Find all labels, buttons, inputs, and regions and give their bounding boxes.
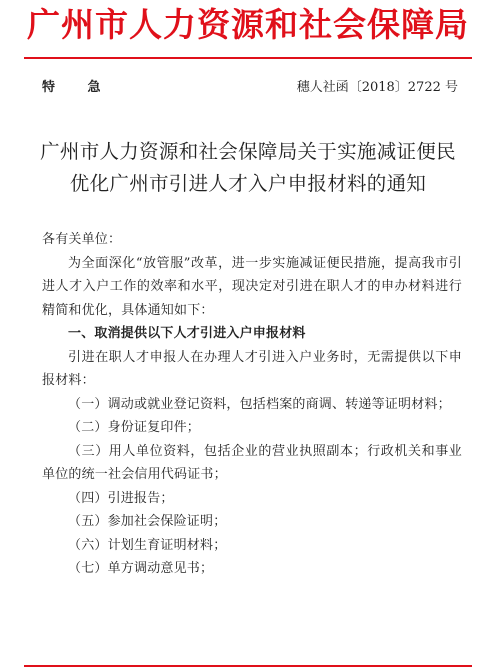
list-item: （七）单方调动意见书； <box>68 561 214 576</box>
document-body <box>42 228 462 581</box>
document-number: 穗人社函〔2018〕2722 号 <box>296 80 458 95</box>
document-title-line-1: 广州市人力资源和社会保障局关于实施减证便民 <box>40 140 456 163</box>
list-item: （六）计划生育证明材料； <box>68 537 227 553</box>
list-item: （三）用人单位资料，包括企业的营业执照副本；行政机关和事业单位的统一社会信用代码证书； <box>42 443 462 482</box>
urgency-label: 特 急 <box>42 80 115 95</box>
section-1-intro: 引进在职人才申报人在办理人才引进入户业务时，无需提供以下申报材料： <box>42 349 462 388</box>
document-meta-row <box>42 78 458 98</box>
document-title <box>30 136 466 200</box>
document-title-line-2: 优化广州市引进人才入户申报材料的通知 <box>69 172 427 195</box>
agency-letterhead-title: 广州市人力资源和社会保障局 <box>27 5 469 44</box>
list-item: （五）参加社会保险证明； <box>68 514 227 529</box>
salutation: 各有关单位： <box>42 232 122 247</box>
list-item: （一）调动或就业登记资料，包括档案的商调、转递等证明材料； <box>68 396 451 412</box>
page-bottom-red-rule <box>24 665 472 667</box>
list-item: （二）身份证复印件； <box>68 420 201 435</box>
intro-paragraph: 为全面深化“放管服”改革，进一步实施减证便民措施，提高我市引进人才入户工作的效率和水平，现决定对引进在职人才的申办材料进行精简和优化，具体通知如下： <box>42 255 462 318</box>
section-1-heading: 一、取消提供以下人才引进入户申报材料 <box>68 326 306 341</box>
letterhead-red-rule <box>24 57 472 59</box>
list-item: （四）引进报告； <box>68 490 174 506</box>
